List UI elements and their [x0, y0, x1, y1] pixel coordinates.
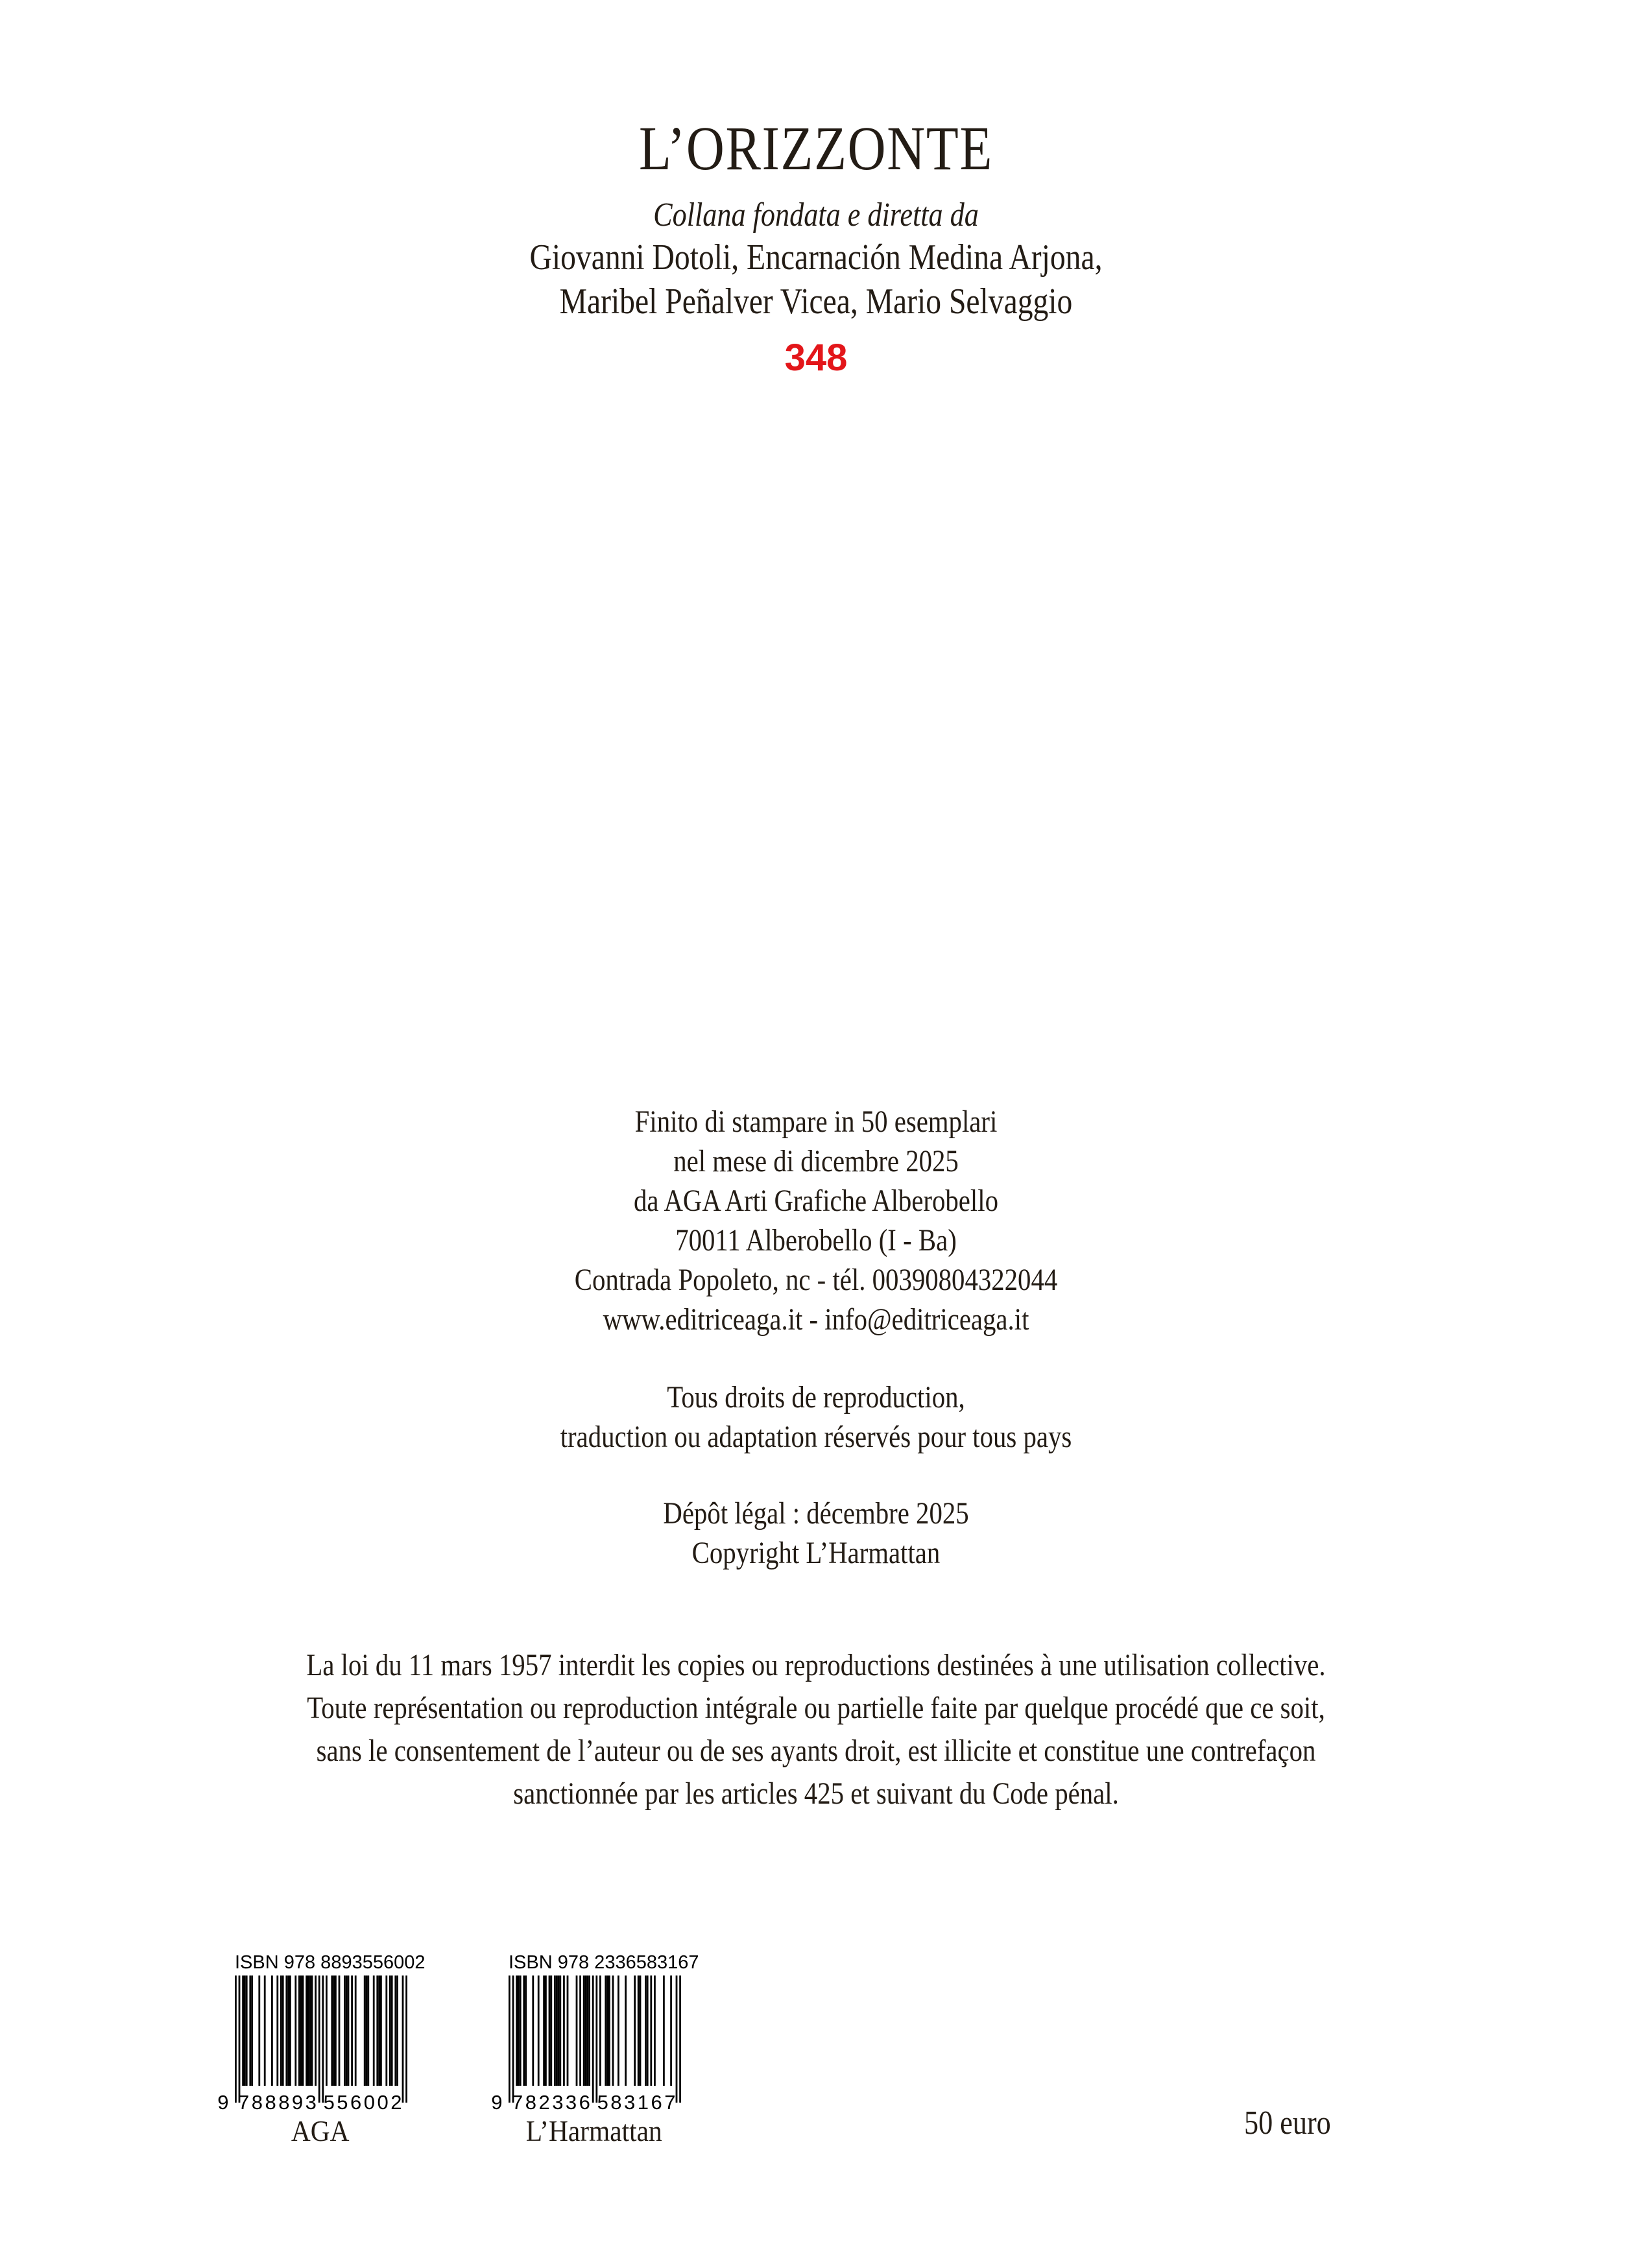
- legal-deposit-line: Dépôt légal : décembre 2025: [663, 1496, 969, 1531]
- rights-line: traduction ou adaptation réservés pour tous pays: [560, 1420, 1072, 1454]
- colophon-line: nel mese di dicembre 2025: [673, 1144, 959, 1178]
- svg-text:782336: 782336: [511, 2091, 593, 2113]
- isbn-barcode-block-harmattan: [492, 1951, 699, 2148]
- colophon-line: Contrada Popoleto, nc - tél. 00390804322044: [574, 1263, 1058, 1297]
- colophon-line: da AGA Arti Grafiche Alberobello: [633, 1184, 998, 1218]
- svg-text:9: 9: [218, 2091, 231, 2113]
- isbn-label: ISBN 978 8893556002: [235, 1952, 426, 1973]
- colophon-line: www.editriceaga.it - info@editriceaga.it: [603, 1302, 1029, 1337]
- svg-text:583167: 583167: [597, 2091, 678, 2113]
- ean13-barcode: [492, 1976, 681, 2113]
- series-title: L’ORIZZONTE: [639, 113, 993, 183]
- law-notice-line: La loi du 11 mars 1957 interdit les copies ou reproductions destinées à une utilisation collective.: [306, 1648, 1326, 1682]
- law-notice-line: sans le consentement de l’auteur ou de ses ayants droit, est illicite et constitue une contrefaçon: [316, 1734, 1316, 1768]
- svg-text:9: 9: [492, 2091, 505, 2113]
- ean13-barcode: [218, 1976, 407, 2113]
- svg-text:556002: 556002: [323, 2091, 405, 2113]
- print-colophon: [123, 1102, 1510, 1339]
- publisher-name: L’Harmattan: [525, 2114, 662, 2147]
- svg-text:788893: 788893: [237, 2091, 319, 2113]
- series-subtitle: Collana fondata e diretta da: [653, 197, 979, 233]
- law-notice: [123, 1644, 1510, 1815]
- editors-line-2: Maribel Peñalver Vicea, Mario Selvaggio: [559, 281, 1073, 322]
- price-label: 50 euro: [1244, 2105, 1331, 2142]
- colophon-line: 70011 Alberobello (I - Ba): [675, 1223, 957, 1258]
- law-notice-line: Toute représentation ou reproduction intégrale ou partielle faite par quelque procédé que ce soit,: [307, 1691, 1325, 1725]
- series-editors: [123, 235, 1510, 324]
- law-notice-line: sanctionnée par les articles 425 et suivant du Code pénal.: [513, 1776, 1119, 1811]
- isbn-barcode-block-aga: [218, 1951, 426, 2148]
- editors-line-1: Giovanni Dotoli, Encarnación Medina Arjona,: [529, 237, 1103, 278]
- legal-deposit-line: Copyright L’Harmattan: [691, 1536, 941, 1570]
- publisher-name: AGA: [291, 2114, 350, 2147]
- rights-notice: [123, 1378, 1510, 1457]
- colophon-line: Finito di stampare in 50 esemplari: [634, 1104, 998, 1139]
- rights-line: Tous droits de reproduction,: [667, 1380, 965, 1415]
- series-number: 348: [784, 337, 848, 379]
- legal-deposit: [123, 1494, 1510, 1573]
- isbn-label: ISBN 978 2336583167: [509, 1952, 699, 1973]
